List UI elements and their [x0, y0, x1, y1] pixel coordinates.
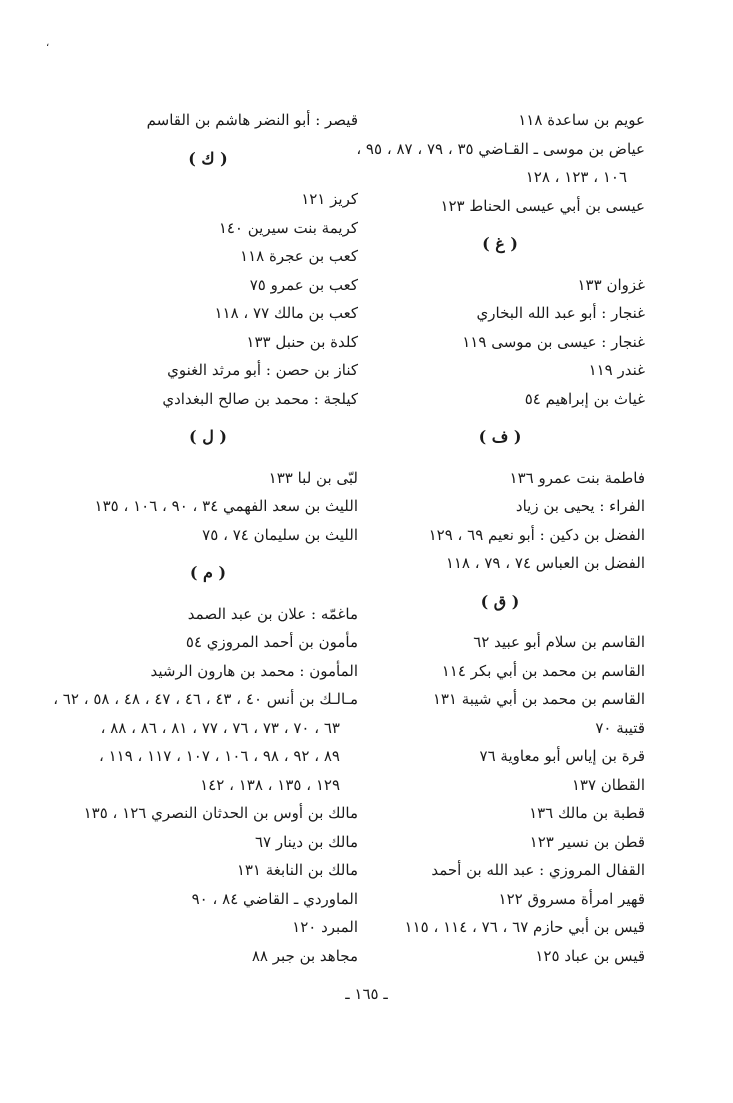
index-entry: غنجار : أبو عبد الله البخاري — [476, 304, 645, 322]
index-entry: غندر ١١٩ — [588, 361, 645, 379]
section-heading-qaf: ( ق ) — [480, 591, 520, 611]
index-entry: مالك بن أوس بن الحدثان النصري ١٢٦ ، ١٣٥ — [83, 804, 358, 822]
section-heading-mim: ( م ) — [189, 563, 227, 582]
index-entry: كعب بن عمرو ٧٥ — [249, 275, 358, 294]
index-entry: القفال المروزي : عبد الله بن أحمد — [431, 861, 645, 879]
index-entry: المبرد ١٢٠ — [292, 918, 358, 936]
section-heading-fa: ( ف ) — [478, 427, 522, 446]
index-entry: قيصر : أبو النضر هاشم بن القاسم — [146, 111, 358, 129]
index-entry: القاسم بن محمد بن أبي شيبة ١٣١ — [432, 690, 645, 708]
index-entry: غنجار : عيسى بن موسى ١١٩ — [462, 332, 645, 351]
index-entry: كريمة بنت سيرين ١٤٠ — [218, 218, 358, 237]
index-entry-continuation: ١٠٦ ، ١٢٣ ، ١٢٨ — [525, 168, 627, 186]
index-entry: كلدة بن حنبل ١٣٣ — [246, 332, 358, 351]
corner-mark: ، — [46, 38, 50, 49]
index-entry: عيسى بن أبي عيسى الحناط ١٢٣ — [440, 196, 645, 215]
index-entry: قيس بن عباد ١٢٥ — [535, 946, 645, 965]
index-entry: كعب بن عجرة ١١٨ — [240, 247, 358, 265]
section-heading-kaf: ( ك ) — [188, 148, 228, 168]
index-entry: كناز بن حصن : أبو مرثد الغنوي — [167, 361, 358, 379]
index-entry: لبّى بن لبا ١٣٣ — [268, 468, 358, 487]
index-entry: قيس بن أبي حازم ٦٧ ، ٧٦ ، ١١٤ ، ١١٥ — [404, 918, 645, 936]
index-entry: كريز ١٢١ — [301, 190, 358, 208]
index-entry: قرة بن إياس أبو معاوية ٧٦ — [479, 747, 645, 765]
index-entry: غياث بن إبراهيم ٥٤ — [524, 389, 645, 408]
index-entry: كعب بن مالك ٧٧ ، ١١٨ — [214, 304, 358, 322]
index-entry: مأمون بن أحمد المروزي ٥٤ — [185, 633, 358, 651]
index-entry: قتيبة ٧٠ — [595, 718, 645, 737]
index-entry: الليث بن سليمان ٧٤ ، ٧٥ — [202, 525, 358, 544]
index-entry: الفضل بن دكين : أبو نعيم ٦٩ ، ١٢٩ — [428, 525, 645, 544]
index-entry: الليث بن سعد الفهمي ٣٤ ، ٩٠ ، ١٠٦ ، ١٣٥ — [94, 497, 358, 515]
page-number: ـ ١٦٥ ـ — [345, 985, 388, 1003]
index-entry: القطان ١٣٧ — [571, 775, 645, 794]
section-heading-lam: ( ل ) — [189, 427, 227, 446]
index-entry: مالك بن النابغة ١٣١ — [236, 861, 358, 879]
index-entry: مجاهد بن جبر ٨٨ — [251, 946, 358, 965]
index-entry: قهير امرأة مسروق ١٢٢ — [498, 889, 645, 908]
section-heading-ghain: ( غ ) — [482, 234, 518, 253]
index-entry: مـالـك بن أنس ٤٠ ، ٤٣ ، ٤٦ ، ٤٧ ، ٤٨ ، ٥٨ ، ٦٢ ، — [53, 690, 358, 708]
index-entry: كيلجة : محمد بن صالح البغدادي — [162, 389, 358, 408]
index-entry: القاسم بن سلام أبو عبيد ٦٢ — [473, 633, 645, 651]
index-column-right — [355, 106, 645, 970]
index-entry: غزوان ١٣٣ — [577, 275, 645, 294]
index-entry: الفراء : يحيى بن زياد — [515, 497, 645, 515]
index-entry: القاسم بن محمد بن أبي بكر ١١٤ — [441, 661, 645, 680]
index-entry: ماغمّه : علان بن عبد الصمد — [187, 604, 358, 623]
index-entry: فاطمة بنت عمرو ١٣٦ — [509, 468, 645, 487]
index-entry: قطن بن نسير ١٢٣ — [529, 832, 645, 851]
index-entry-continuation: ٨٩ ، ٩٢ ، ٩٨ ، ١٠٦ ، ١٠٧ ، ١١٧ ، ١١٩ ، — [98, 747, 340, 765]
index-entry: المأمون : محمد بن هارون الرشيد — [150, 661, 358, 680]
index-entry: الماوردي ـ القاضي ٨٤ ، ٩٠ — [191, 889, 358, 908]
index-entry: مالك بن دينار ٦٧ — [254, 832, 358, 851]
index-entry-continuation: ١٢٩ ، ١٣٥ ، ١٣٨ ، ١٤٢ — [200, 775, 340, 794]
index-entry: عياض بن موسى ـ القـاضي ٣٥ ، ٧٩ ، ٨٧ ، ٩٥ ، — [356, 139, 645, 158]
index-column-left — [53, 106, 358, 970]
index-entry-continuation: ٦٣ ، ٧٠ ، ٧٣ ، ٧٦ ، ٧٧ ، ٨١ ، ٨٦ ، ٨٨ ، — [100, 718, 340, 737]
index-entry: الفضل بن العباس ٧٤ ، ٧٩ ، ١١٨ — [445, 554, 645, 572]
index-entry: قطبة بن مالك ١٣٦ — [529, 804, 645, 822]
index-entry: عويم بن ساعدة ١١٨ — [518, 111, 645, 129]
